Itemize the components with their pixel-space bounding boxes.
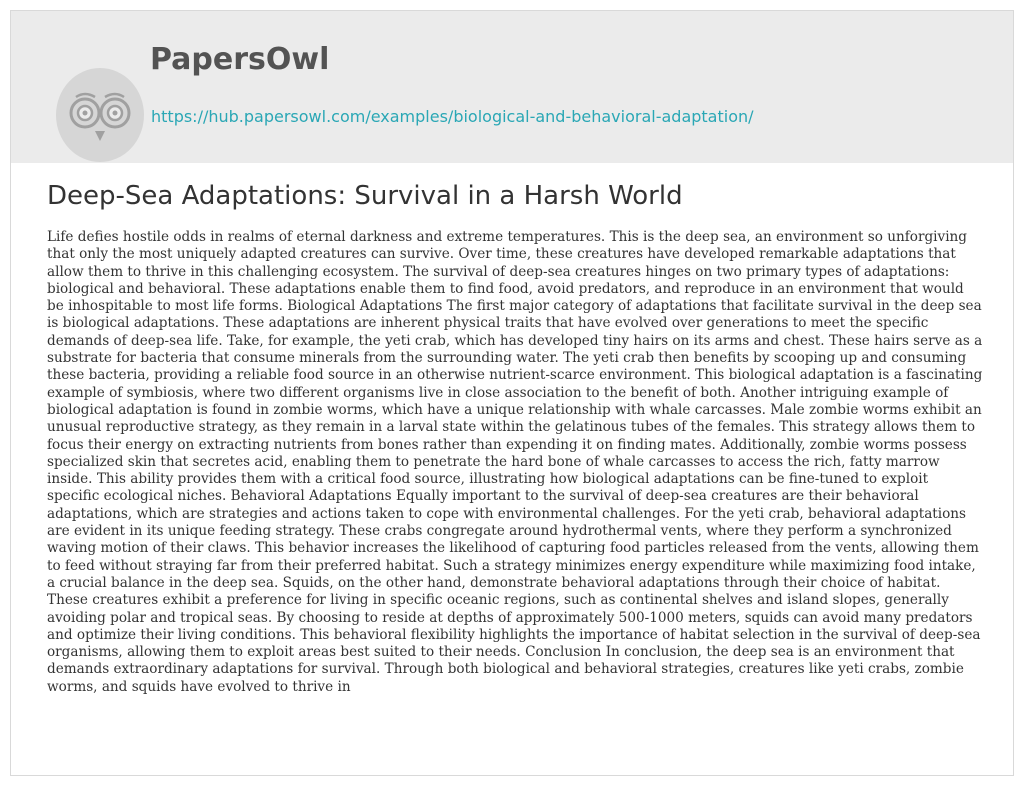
brand-name: PapersOwl: [150, 42, 330, 77]
owl-logo-icon: [49, 61, 151, 163]
article-body: Life defies hostile odds in realms of eternal darkness and extreme temperatures. This is the deep sea, an environment so unforgiving that only the most uniquely adapted creatures can survive. Over time, these creatures have developed remarkable adaptations that allow them to thrive in this challenging ecosystem. The survival of deep-sea creatures hinges on two primary types of adaptations: biological and behavioral. These adaptations enable them to find food, avoid predators, and reproduce in an environment that would be inhospitable to most life forms. Biological Adaptations The first major category of adaptations that facilitate survival in the deep sea is biological adaptations. These adaptations are inherent physical traits that have evolved over generations to meet the specific demands of deep-sea life. Take, for example, the yeti crab, which has developed tiny hairs on its arms and chest. These hairs serve as a substrate for bacteria that consume minerals from the surrounding water. The yeti crab then benefits by scooping up and consuming these bacteria, providing a reliable food source in an otherwise nutrient-scarce environment. This biological adaptation is a fascinating example of symbiosis, where two different organisms live in close association to the benefit of both. Another intriguing example of biological adaptation is found in zombie worms, which have a unique relationship with whale carcasses. Male zombie worms exhibit an unusual reproductive strategy, as they remain in a larval state within the gelatinous tubes of the females. This strategy allows them to focus their energy on extracting nutrients from bones rather than expending it on finding mates. Additionally, zombie worms possess specialized skin that secretes acid, enabling them to penetrate the hard bone of whale carcasses to access the rich, fatty marrow inside. This ability provides them with a critical food source, illustrating how biological adaptations can be fine-tuned to exploit specific ecological niches. Behavioral Adaptations Equally important to the survival of deep-sea creatures are their behavioral adaptations, which are strategies and actions taken to cope with environmental challenges. For the yeti crab, behavioral adaptations are evident in its unique feeding strategy. These crabs congregate around hydrothermal vents, where they perform a synchronized waving motion of their claws. This behavior increases the likelihood of capturing food particles released from the vents, allowing them to feed without straying far from their preferred habitat. Such a strategy minimizes energy expenditure while maximizing food intake, a crucial balance in the deep sea. Squids, on the other hand, demonstrate behavioral adaptations through their choice of habitat. These creatures exhibit a preference for living in specific oceanic regions, such as continental shelves and island slopes, generally avoiding polar and tropical seas. By choosing to reside at depths of approximately 500-1000 meters, squids can avoid many predators and optimize their living conditions. This behavioral flexibility highlights the importance of habitat selection in the survival of deep-sea organisms, allowing them to exploit areas best suited to their needs. Conclusion In conclusion, the deep sea is an environment that demands extraordinary adaptations for survival. Through both biological and behavioral strategies, creatures like yeti crabs, zombie worms, and squids have evolved to thrive in: [47, 229, 983, 695]
header: [11, 11, 1013, 163]
page-frame: [10, 10, 1014, 776]
source-url-link[interactable]: https://hub.papersowl.com/examples/biological-and-behavioral-adaptation/: [151, 107, 754, 126]
article-title: Deep-Sea Adaptations: Survival in a Harsh World: [47, 181, 683, 211]
